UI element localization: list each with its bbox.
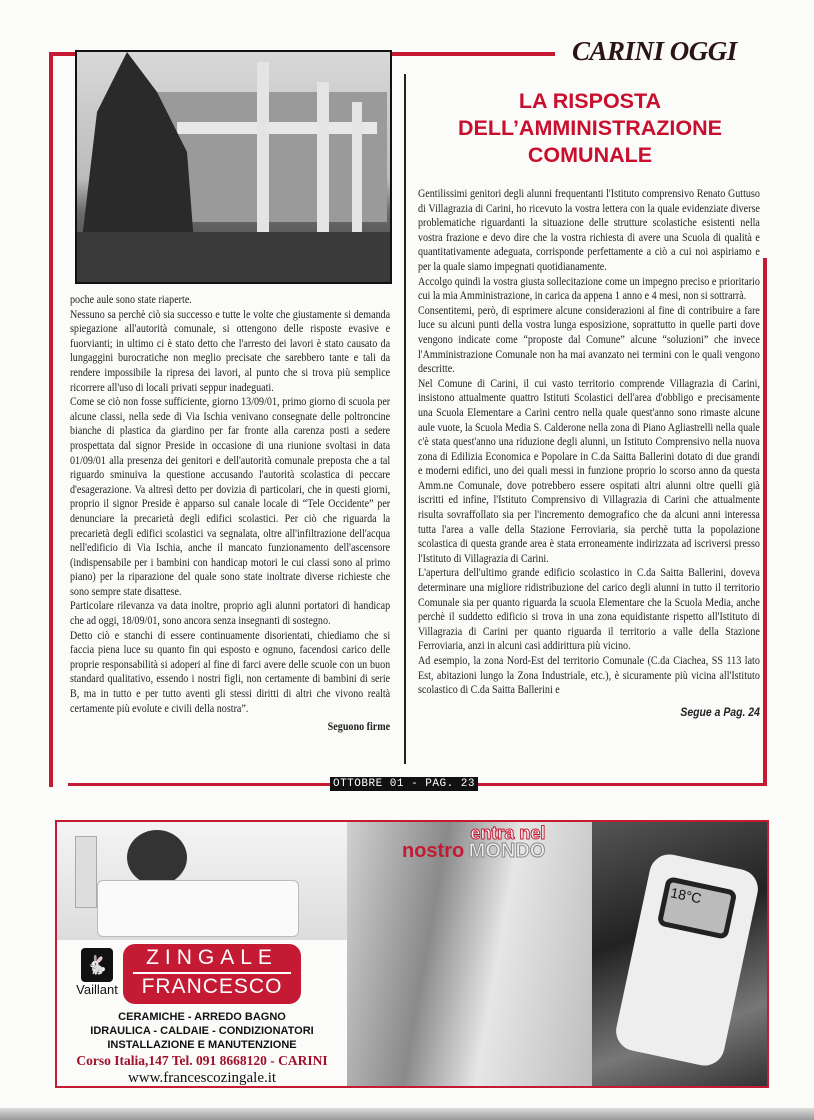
article-title xyxy=(420,88,760,169)
frame-right-line xyxy=(763,258,767,786)
advertisement xyxy=(55,820,769,1088)
hare-icon: 🐇 xyxy=(81,948,113,982)
masthead-logo: CARINI OGGI xyxy=(572,36,737,66)
outdoor-unit xyxy=(75,836,97,908)
page-number-tag: OTTOBRE 01 - PAG. 23 xyxy=(330,777,478,791)
paragraph: L'apertura dell'ultimo grande edificio scolastico in C.da Saitta Ballerini, doveva determinare una migliore ridistribuzione del carico degli alunni in tutto il territorio Comunale sia per quanto riguarda la scuola Elementare che la Scuola Media, anche perchè il suddetto edificio si trova in una zona equidistante rispetto all'Istituto di Villagrazia di Carini per quanto riguarda il territorio a valle della Stazione Ferroviaria, anzi in alcuni casi addirittura più vicino. xyxy=(418,566,760,653)
left-column-text xyxy=(70,293,390,735)
title-line: DELL’AMMINISTRAZIONE xyxy=(458,116,722,140)
brand-name: Vaillant xyxy=(76,982,118,997)
school-building-photo xyxy=(75,50,392,284)
company-firstname: FRANCESCO xyxy=(133,972,291,1000)
paragraph: Accolgo quindi la vostra giusta sollecitazione come un impegno preciso e prioritario cui la mia Amministrazione, in carica da appena 1 anno e 4 mesi, non si sottrarrà. xyxy=(418,274,760,303)
slogan-word: MONDO xyxy=(468,840,546,862)
scan-edge xyxy=(0,1108,814,1120)
paragraph: Consentitemi, però, di esprimere alcune considerazioni al fine di contribuire a fare luce su alcuni punti della vostra lunga esposizione, soprattutto in quelle parti dove vengono indicate come “proposte dal Comune” alcune “soluzioni” che invece l'Amministrazione Comunale non ha mai avanzato nei termini con le quali vengono descritte. xyxy=(418,303,760,376)
paragraph: Ad esempio, la zona Nord-Est del territorio Comunale (C.da Ciachea, SS 113 lato Est, abitazioni lungo la Zona Industriale, etc.), è sicuramente più vicina all'Istituto scolastico di C.da Saitta Ballerini e xyxy=(418,654,760,697)
company-logo xyxy=(123,944,301,1004)
signature: Seguono firme xyxy=(327,720,391,734)
website-link[interactable]: www.francescozingale.it xyxy=(127,1070,277,1086)
air-conditioner-image xyxy=(57,822,347,942)
continued-on-page: Segue a Pag. 24 xyxy=(680,704,760,719)
slogan-word: nostro xyxy=(402,840,465,862)
paragraph: poche aule sono state riaperte. xyxy=(70,293,192,306)
company-surname: ZINGALE xyxy=(146,946,278,969)
right-column-text xyxy=(418,187,760,719)
paragraph: Nel Comune di Carini, il cui vasto territorio comprende Villagrazia di Carini, insistono attualmente quattro Istituti Scolastici dell'area d'obbligo e precisamente una Scuola Elementare a Carini centro nella quale quest'anno sono rimaste alcune aule vuote, la Scuola Media S. Calderone nella zona di Piano Agliastrelli nella quale c'è stata quest'anno una riduzione degli alunni, un Istituto Comprensivo nella nuova zona di Edilizia Economica e Popolare in C.da Saitta Ballerini dotato di due grandi e moderni edifici, uno dei quali messi in funzione proprio lo scorso anno da questa Amm.ne Comunale, dove potrebbero essere ospitati altri alunni oltre quelli già iscritti ed infine, l'Istituto Comprensivo di Villagrazia di Carini che attualmente risulta sovraffollato sia per l'incremento demografico che da alcuni anni interessa tutta l'area a valle della Stazione Ferroviaria, sia perchè tutta la popolazione scolastica di questa grande area è stata erroneamente indirizzata ad iscriversi presso l'Istituto di Villagrazia di Carini. xyxy=(418,376,760,565)
indoor-unit xyxy=(97,880,299,937)
service-line: CERAMICHE - ARREDO BAGNO xyxy=(118,1011,286,1023)
vaillant-logo xyxy=(75,948,119,1008)
column-divider xyxy=(404,74,406,764)
business-info xyxy=(57,940,347,1086)
ad-slogan xyxy=(402,824,545,862)
title-line: COMUNALE xyxy=(527,143,653,167)
title-line: LA RISPOSTA xyxy=(518,89,662,113)
paragraph: Nessuno sa perchè ciò sia successo e tutte le volte che giustamente si demanda spiegazione all'autorità comunale, si ottengono delle risposte evasive e fuorvianti; in ultimo ci è stato detto che l'arresto dei lavori è stato causato da lungaggini burocratiche non meglio precisate che sarebbero tante e tali da rendere impossibile la ripresa dei lavori, al punto che si trova più semplice ricorrere all'uso di locali privati seppur inadeguati. xyxy=(70,307,391,394)
paragraph: Particolare rilevanza va data inoltre, proprio agli alunni portatori di handicap che ad oggi, 18/09/01, sono ancora senza insegnanti di sostegno. xyxy=(70,599,391,628)
service-line: INSTALLAZIONE E MANUTENZIONE xyxy=(107,1039,297,1051)
paragraph: Gentilissimi genitori degli alunni frequentanti l'Istituto comprensivo Renato Guttuso di Villagrazia di Carini, ho ricevuto la vostra lettera con la quale evidenziate diverse problematiche riguardanti la situazione delle strutture scolastiche esistenti nella vostra frazione e devo dire che la vostra richiesta di avere una Scuola di qualità e quantitativamente adeguata, corrisponde perfettamente a ciò a cui noi aspiriamo e per la quale siamo impegnati quotidianamente. xyxy=(418,187,760,273)
service-line: IDRAULICA - CALDAIE - CONDIZIONATORI xyxy=(90,1025,314,1037)
address: Corso Italia,147 Tel. 091 8668120 - CARINI xyxy=(76,1053,328,1068)
frame-left-line xyxy=(49,52,53,787)
slogan-line: entra nel xyxy=(470,823,546,843)
paragraph: Come se ciò non fosse sufficiente, giorno 13/09/01, primo giorno di scuola per alcune classi, nella sede di Via Ischia venivano consegnate delle poltroncine bianche di plastica da giardino per far fronte alla carenza posti a sedere prospettata dal signor Preside in occasione di una riunione svoltasi in data 01/09/01 alla presenza dei genitori e dell'autorità comunale preposta che a tal riguardo sminuiva la questione accusando l'autorità scolastica di peccare d'esagerazione. Va altresì detto per dovizia di particolari, che in questi giorni, proprio il signor Preside è apparso sul canale locale di “Tele Occidente” per denunciare la precarietà degli edifici scolastici. Per ciò che riguarda la precarietà degli edifici scolastici va segnalata, oltre all'infiltrazione dell'acqua nell'edificio di Via Ischia, anche il mancato funzionamento dell'ascensore (indispensabile per i bambini con handicap motori le cui classi sono al primo piano) per la riparazione del quale sono state inoltrate diverse richieste che sono sempre state disattese. xyxy=(70,395,391,598)
services-list xyxy=(57,1010,347,1087)
building-illustration xyxy=(77,52,390,282)
fan-icon xyxy=(127,830,187,885)
remote-display: 18°C xyxy=(657,876,738,940)
paragraph: Detto ciò e stanchi di essere continuamente disorientati, chiediamo che si faccia piena luce su quanto fin qui esposto e ognuno, facendosi carico delle proprie responsabilità si adoperi al fine di farci avere delle scuole con un buon standard qualitativo, essendo i nostri figli, non certamente di bambini di serie B, ma in tutto e per tutto aventi gli stessi diritti di altri che vivono realtà certamente più evolute e civili della nostra”. xyxy=(70,628,391,715)
